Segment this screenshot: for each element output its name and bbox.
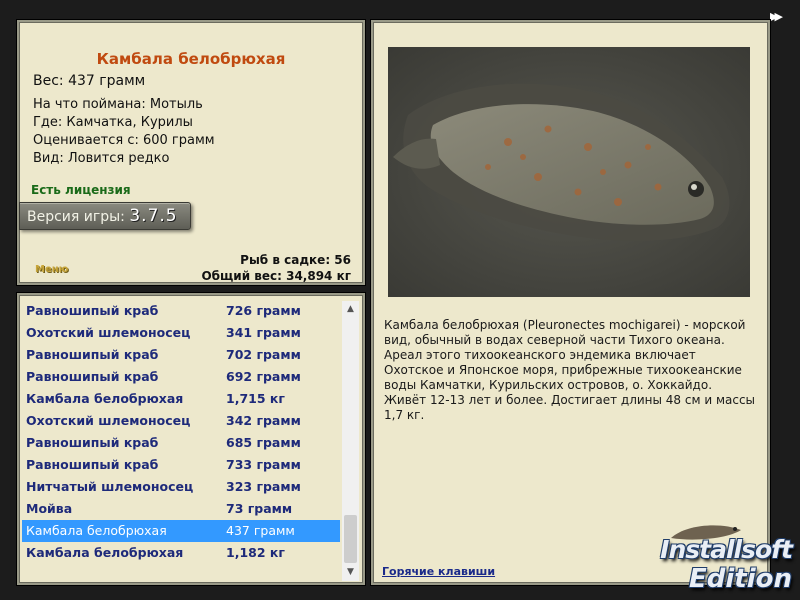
fish-info-panel — [17, 20, 365, 285]
catch-fish-name: Равношипый краб — [26, 347, 159, 362]
catch-fish-name: Мойва — [26, 501, 73, 516]
catch-list-row[interactable] — [22, 344, 340, 366]
catch-fish-name: Охотский шлемоносец — [26, 413, 191, 428]
fish-bait: На что поймана: Мотыль — [33, 97, 203, 112]
logo-text-line2: Edition — [689, 564, 792, 594]
catch-list-scrollbar[interactable] — [342, 301, 359, 581]
scroll-down-arrow-icon[interactable]: ▼ — [347, 567, 354, 577]
catch-list-row[interactable] — [22, 388, 340, 410]
installsoft-logo — [633, 518, 798, 598]
fish-value: Оценивается с: 600 грамм — [33, 133, 215, 148]
catch-fish-name: Камбала белобрюхая — [26, 523, 167, 538]
game-version-badge — [19, 202, 191, 230]
catch-fish-name: Нитчатый шлемоносец — [26, 479, 194, 494]
catch-fish-weight: 323 грамм — [226, 479, 301, 494]
catch-list-row[interactable] — [22, 542, 340, 564]
fish-photo — [388, 47, 750, 297]
catch-fish-weight: 702 грамм — [226, 347, 301, 362]
catch-list-row[interactable] — [22, 366, 340, 388]
fish-properties — [33, 96, 215, 168]
catch-stats — [201, 252, 351, 284]
license-status: Есть лицензия — [31, 183, 131, 197]
scrollbar-thumb[interactable] — [344, 515, 357, 563]
catch-fish-weight: 1,182 кг — [226, 545, 285, 560]
catch-list-row[interactable] — [22, 410, 340, 432]
catch-fish-weight: 692 грамм — [226, 369, 301, 384]
catch-fish-name: Равношипый краб — [26, 303, 159, 318]
logo-text-line1: Installsoft — [660, 535, 792, 564]
version-number: 3.7.5 — [129, 206, 178, 226]
menu-link[interactable]: Меню — [35, 264, 69, 275]
scroll-up-arrow-icon[interactable]: ▲ — [347, 304, 354, 314]
fish-count: Рыб в садке: 56 — [240, 253, 351, 267]
catch-fish-weight: 1,715 кг — [226, 391, 285, 406]
catch-fish-weight: 341 грамм — [226, 325, 301, 340]
catch-fish-weight: 73 грамм — [226, 501, 293, 516]
catch-fish-weight: 726 грамм — [226, 303, 301, 318]
fish-rarity: Вид: Ловится редко — [33, 151, 170, 166]
next-arrow-icon[interactable]: ▶▶ — [770, 10, 779, 23]
catch-fish-name: Охотский шлемоносец — [26, 325, 191, 340]
catch-fish-name: Равношипый краб — [26, 435, 159, 450]
catch-list-row[interactable] — [22, 476, 340, 498]
catch-fish-weight: 733 грамм — [226, 457, 301, 472]
catch-fish-name: Равношипый краб — [26, 369, 159, 384]
catch-fish-weight: 342 грамм — [226, 413, 301, 428]
fish-weight: Вес: 437 грамм — [33, 73, 146, 89]
catch-fish-name: Камбала белобрюхая — [26, 391, 184, 406]
fish-description-panel — [371, 20, 770, 585]
catch-fish-weight: 437 грамм — [226, 523, 295, 538]
catch-fish-name: Равношипый краб — [26, 457, 159, 472]
catch-list-row[interactable] — [22, 498, 340, 520]
catch-list[interactable] — [22, 300, 340, 564]
total-weight: Общий вес: 34,894 кг — [201, 269, 351, 283]
fish-name-title: Камбала белобрюхая — [96, 50, 286, 68]
hotkeys-link[interactable]: Горячие клавиши — [382, 565, 496, 578]
catch-list-row[interactable] — [22, 300, 340, 322]
catch-list-row[interactable] — [22, 520, 340, 542]
catch-fish-weight: 685 грамм — [226, 435, 301, 450]
catch-list-row[interactable] — [22, 454, 340, 476]
fish-description: Камбала белобрюхая (Pleuronectes mochigarei) - морской вид, обычный в водах северной части Тихого океана. Ареал этого тихоокеанского эндемика включает Охотское и Японское моря, прибрежные тихоокеанские воды Камчатки, Курильских островов, о. Хоккайдо. Живёт 12-13 лет и более. Достигает длины 48 см и массы 1,7 кг. — [384, 318, 756, 422]
catch-list-panel — [17, 293, 365, 585]
version-label: Версия игры: — [27, 209, 125, 225]
fish-location: Где: Камчатка, Курилы — [33, 115, 193, 130]
catch-list-row[interactable] — [22, 432, 340, 454]
catch-list-row[interactable] — [22, 322, 340, 344]
catch-fish-name: Камбала белобрюхая — [26, 545, 184, 560]
